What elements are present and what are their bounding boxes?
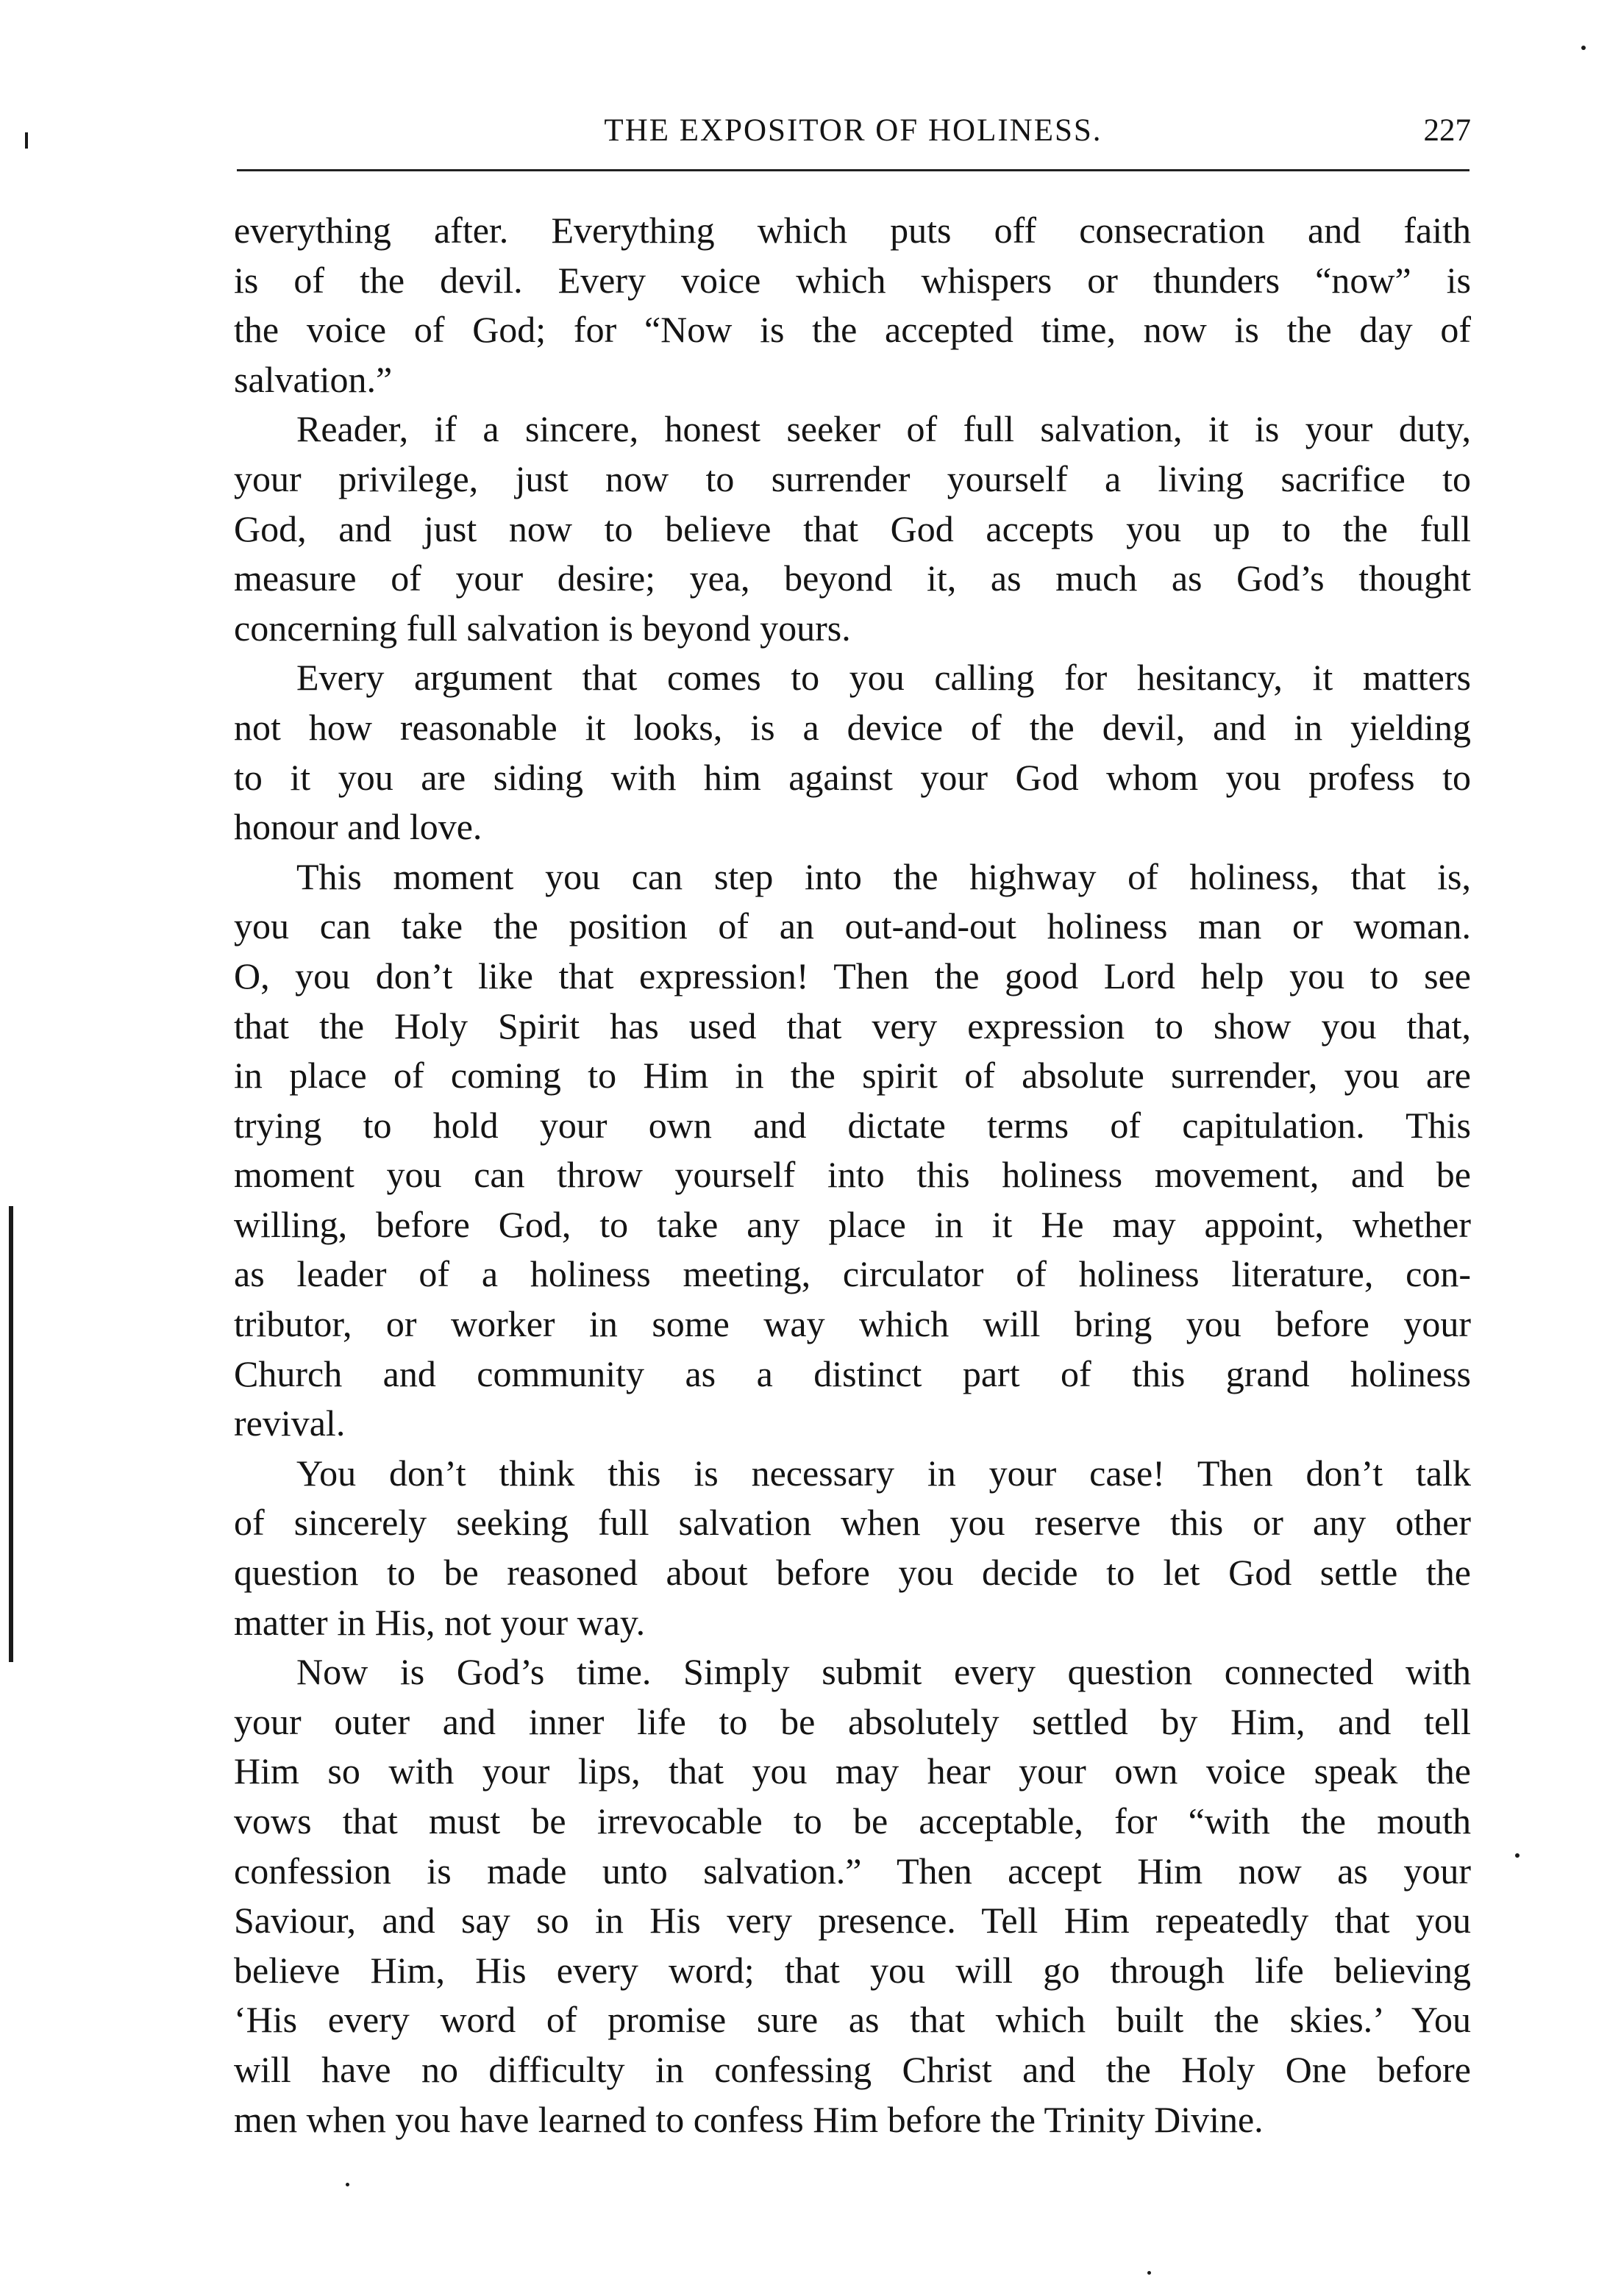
text-line: everything after. Everything which puts off consecration and faith: [234, 210, 1471, 251]
paragraph: [234, 404, 1471, 653]
running-title: THE EXPOSITOR OF HOLINESS.: [604, 113, 1102, 148]
text-line: question to be reasoned about before you decide to let God settle the: [234, 1552, 1471, 1594]
scan-speck: [1147, 2271, 1151, 2275]
text-line: salvation.”: [234, 358, 393, 400]
text-line: This moment you can step into the highway of holiness, that is,: [296, 855, 1471, 897]
paragraph: [234, 653, 1471, 852]
text-line: in place of coming to Him in the spirit of absolute surrender, you are: [234, 1055, 1471, 1097]
text-line: your outer and inner life to be absolutely settled by Him, and tell: [234, 1700, 1471, 1742]
text-line: vows that must be irrevocable to be acceptable, for “with the mouth: [234, 1800, 1471, 1842]
scan-speck: [1515, 1853, 1520, 1858]
paragraph: [234, 1647, 1471, 2145]
text-line: to it you are siding with him against your God whom you profess to: [234, 756, 1471, 798]
text-line: as leader of a holiness meeting, circulator of holiness literature, con-: [234, 1253, 1471, 1295]
text-line: Every argument that comes to you calling for hesitancy, it matters: [296, 657, 1471, 699]
scan-speck: [346, 2183, 349, 2186]
text-line: tributor, or worker in some way which will bring you before your: [234, 1303, 1471, 1345]
text-line: moment you can throw yourself into this holiness movement, and be: [234, 1154, 1471, 1196]
running-head: [235, 109, 1471, 160]
text-line: that the Holy Spirit has used that very expression to show you that,: [234, 1005, 1471, 1047]
text-line: revival.: [234, 1402, 346, 1444]
text-line: You don’t think this is necessary in your case! Then don’t talk: [296, 1452, 1471, 1494]
text-line: of sincerely seeking full salvation when you reserve this or any other: [234, 1502, 1471, 1544]
text-line: confession is made unto salvation.” Then accept Him now as your: [234, 1850, 1471, 1892]
text-line: your privilege, just now to surrender yourself a living sacrifice to: [234, 457, 1471, 499]
text-line: honour and love.: [234, 806, 482, 848]
text-line: believe Him, His every word; that you will go through life believing: [234, 1949, 1471, 1991]
paragraph: [234, 1449, 1471, 1647]
body-text: [234, 206, 1471, 2145]
header-rule: [237, 169, 1469, 171]
text-line: the voice of God; for “Now is the accepted time, now is the day of: [234, 309, 1471, 351]
text-line: you can take the position of an out-and-out holiness man or woman.: [234, 905, 1471, 947]
text-line: Saviour, and say so in His very presence. Tell Him repeatedly that you: [234, 1900, 1471, 1942]
paragraph: [234, 206, 1471, 404]
text-line: measure of your desire; yea, beyond it, as much as God’s thought: [234, 557, 1471, 599]
text-line: trying to hold your own and dictate terms of capitulation. This: [234, 1104, 1471, 1146]
text-line: Church and community as a distinct part of this grand holiness: [234, 1352, 1471, 1394]
text-line: not how reasonable it looks, is a device of the devil, and in yielding: [234, 706, 1471, 748]
text-line: God, and just now to believe that God accepts you up to the full: [234, 507, 1471, 549]
text-line: Him so with your lips, that you may hear your own voice speak the: [234, 1750, 1471, 1792]
text-line: O, you don’t like that expression! Then the good Lord help you to see: [234, 955, 1471, 997]
scan-margin-mark: [9, 1206, 13, 1662]
text-line: men when you have learned to confess Him before the Trinity Divine.: [234, 2098, 1264, 2140]
scan-margin-mark: [25, 132, 28, 149]
text-line: Now is God’s time. Simply submit every question connected with: [296, 1651, 1471, 1693]
text-line: willing, before God, to take any place in it He may appoint, whether: [234, 1203, 1471, 1245]
text-line: Reader, if a sincere, honest seeker of full salvation, it is your duty,: [296, 408, 1471, 450]
paragraph: [234, 852, 1471, 1449]
text-line: matter in His, not your way.: [234, 1601, 646, 1643]
text-line: ‘His every word of promise sure as that which built the skies.’ You: [234, 1999, 1471, 2041]
text-line: concerning full salvation is beyond yours.: [234, 607, 851, 649]
text-line: is of the devil. Every voice which whispers or thunders “now” is: [234, 259, 1471, 301]
page-number: 227: [1423, 113, 1471, 148]
text-line: will have no difficulty in confessing Christ and the Holy One before: [234, 2048, 1471, 2090]
scan-speck: [1581, 46, 1586, 50]
